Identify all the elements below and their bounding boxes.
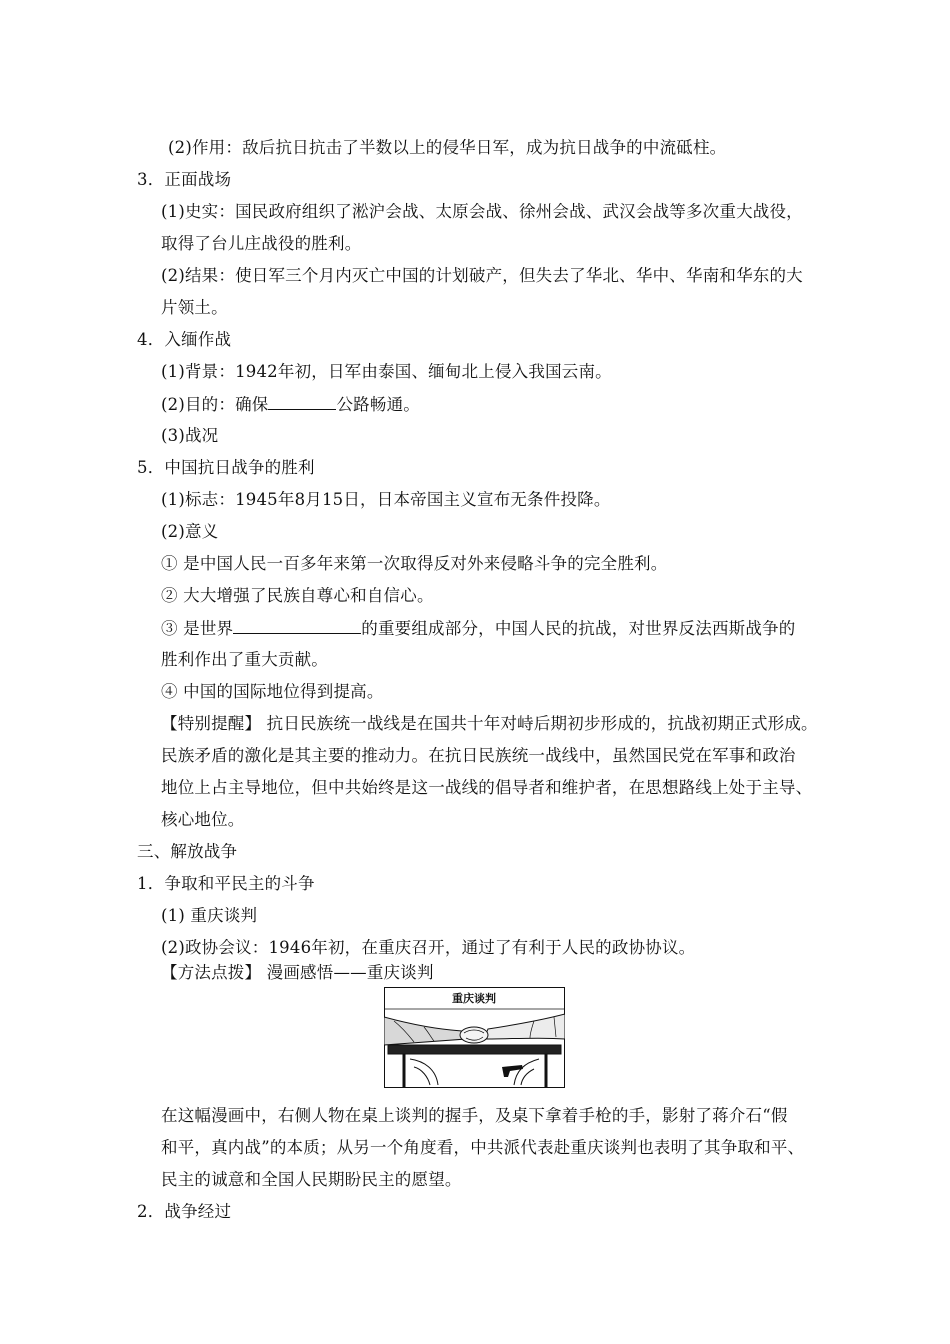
text-line: 在这幅漫画中，右侧人物在桌上谈判的握手，及桌下拿着手枪的手，影射了蒋介石“假 [161, 1106, 788, 1125]
text-line [161, 617, 795, 640]
cartoon-image [384, 987, 565, 1088]
text-line: 取得了台儿庄战役的胜利。 [161, 234, 362, 253]
text-segment: 抗日民族统一战线是在国共十年对峙后期初步形成的，抗战初期正式形成。 [261, 714, 818, 733]
text-line: 民主的诚意和全国人民期盼民主的愿望。 [161, 1170, 462, 1189]
text-line: (1) 重庆谈判 [161, 906, 258, 925]
section-heading: 三、解放战争 [137, 842, 238, 861]
fill-in-blank[interactable] [233, 617, 361, 634]
fill-in-blank[interactable] [268, 393, 336, 410]
text-segment: (2)目的：确保 [161, 395, 269, 414]
text-line: ④ 中国的国际地位得到提高。 [161, 682, 384, 701]
text-line: 民族矛盾的激化是其主要的推动力。在抗日民族统一战线中，虽然国民党在军事和政治 [161, 746, 796, 765]
text-line: (3)战况 [161, 426, 219, 445]
text-line [161, 962, 434, 984]
section-heading: 5．中国抗日战争的胜利 [137, 458, 315, 477]
cartoon-caption: 重庆谈判 [452, 992, 496, 1005]
tip-label: 【特别提醒】 [161, 714, 262, 733]
text-segment: 公路畅通。 [336, 395, 420, 414]
section-heading: 1．争取和平民主的斗争 [137, 874, 315, 893]
section-heading: 3．正面战场 [137, 170, 232, 189]
text-segment: 漫画感悟——重庆谈判 [261, 963, 434, 982]
section-heading: 4．入缅作战 [137, 330, 232, 349]
text-line: ① 是中国人民一百多年来第一次取得反对外来侵略斗争的完全胜利。 [161, 554, 668, 573]
text-line: 片领土。 [161, 298, 228, 317]
text-line: (2)意义 [161, 522, 219, 541]
text-line: (1)史实：国民政府组织了淞沪会战、太原会战、徐州会战、武汉会战等多次重大战役， [161, 202, 803, 221]
text-line: (2)结果：使日军三个月内灭亡中国的计划破产，但失去了华北、华中、华南和华东的大 [161, 266, 803, 285]
text-line [161, 393, 420, 416]
text-line: (1)背景：1942年初，日军由泰国、缅甸北上侵入我国云南。 [161, 362, 612, 381]
text-line: 和平，真内战”的本质；从另一个角度看，中共派代表赴重庆谈判也表明了其争取和平、 [161, 1138, 805, 1157]
text-segment: 的重要组成部分，中国人民的抗战，对世界反法西斯战争的 [361, 619, 796, 638]
text-line: (2)作用：敌后抗日抗击了半数以上的侵华日军，成为抗日战争的中流砥柱。 [168, 138, 727, 157]
tip-label: 【方法点拨】 [161, 963, 262, 982]
text-line: (1)标志：1945年8月15日，日本帝国主义宣布无条件投降。 [161, 490, 611, 509]
text-line: 地位上占主导地位，但中共始终是这一战线的倡导者和维护者，在思想路线上处于主导、 [161, 778, 813, 797]
text-line: ② 大大增强了民族自尊心和自信心。 [161, 586, 434, 605]
text-line: 核心地位。 [161, 810, 245, 829]
text-segment: ③ 是世界 [161, 619, 234, 638]
text-line: 胜利作出了重大贡献。 [161, 650, 328, 669]
section-heading: 2．战争经过 [137, 1202, 232, 1221]
text-line: (2)政协会议：1946年初，在重庆召开，通过了有利于人民的政协协议。 [161, 938, 696, 957]
text-line [161, 713, 818, 735]
